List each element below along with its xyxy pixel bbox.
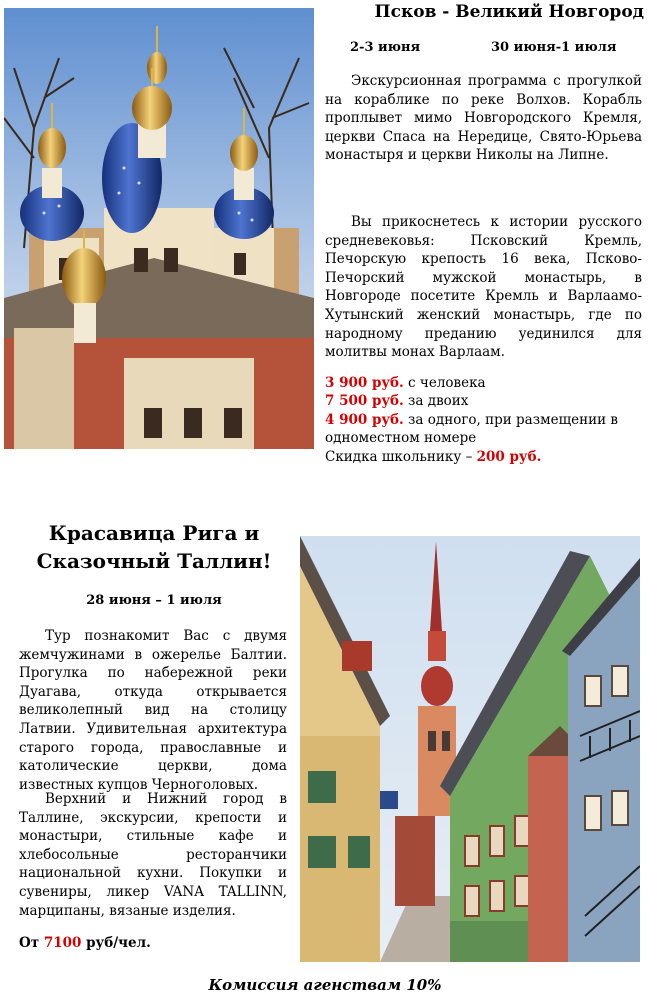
tour2-dates: 28 июня – 1 июля xyxy=(86,593,222,608)
tour2-paragraph-2: Верхний и Нижний город в Таллине, экскурсии, крепости и монастыри, стильные кафе и хлебосольные ресторанчики национальной кухни. Покупки и сувениры, ликер VANA TALLINN, марципаны, вязаные изделия. xyxy=(19,791,287,919)
price-line xyxy=(325,374,647,392)
tour2-title-line-2: Сказочный Таллин! xyxy=(36,549,272,573)
price-amount: 4 900 руб. xyxy=(325,411,404,428)
price-suffix: руб/чел. xyxy=(81,935,151,951)
tour1-paragraph-1: Экскурсионная программа с прогулкой на кораблике по реке Волхов. Корабль проплывет мимо Новгородского Кремля, церкви Спаса на Нередице, Свято-Юрьева монастыря и церкви Николы на Липне. xyxy=(325,73,642,164)
tour1-title: Псков - Великий Новгород xyxy=(374,2,644,22)
tallinn-street-photo xyxy=(300,536,640,962)
price-text: за двоих xyxy=(403,393,469,410)
tour2-price xyxy=(19,935,151,951)
pskov-monastery-photo xyxy=(4,8,314,449)
price-amount: 3 900 руб. xyxy=(325,375,404,391)
tour2-title xyxy=(14,519,294,575)
price-line xyxy=(325,411,647,448)
tour1-paragraph-2: Вы прикоснетесь к истории русского средневековья: Псковский Кремль, Печорскую крепость 16 века, Псково-Печорский мужской монастырь, в Новгороде посетите Кремль и Варлаамо-Хутынский женский монастырь, где по народному преданию уединился для молитвы монах Варлаам. xyxy=(325,214,642,361)
agency-commission-note: Комиссия агенствам 10% xyxy=(208,976,442,994)
price-line xyxy=(325,392,647,410)
tour2-title-line-1: Красавица Рига и xyxy=(48,521,260,545)
discount-line xyxy=(325,448,647,466)
price-text: за одного, при размещении в одноместном номере xyxy=(325,411,619,447)
tour2-paragraph-1: Тур познакомит Вас с двумя жемчужинами в ожерелье Балтии. Прогулка по набережной реки Дуагава, откуда открывается великолепный вид на столицу Латвии. Удивительная архитектура старого города, православные и католические церкви, дома известных купцов Черноголовых. xyxy=(19,628,287,793)
price-amount: 7100 xyxy=(43,935,82,951)
tour1-price-list xyxy=(325,374,647,466)
price-prefix: От xyxy=(19,935,44,951)
price-text: с человека xyxy=(403,375,486,391)
tour1-date-a: 2-3 июня xyxy=(350,40,421,55)
tour1-date-b: 30 июня-1 июля xyxy=(491,40,617,55)
discount-amount: 200 руб. xyxy=(476,448,542,465)
discount-text: Скидка школьнику – xyxy=(325,448,477,465)
price-amount: 7 500 руб. xyxy=(325,393,404,410)
